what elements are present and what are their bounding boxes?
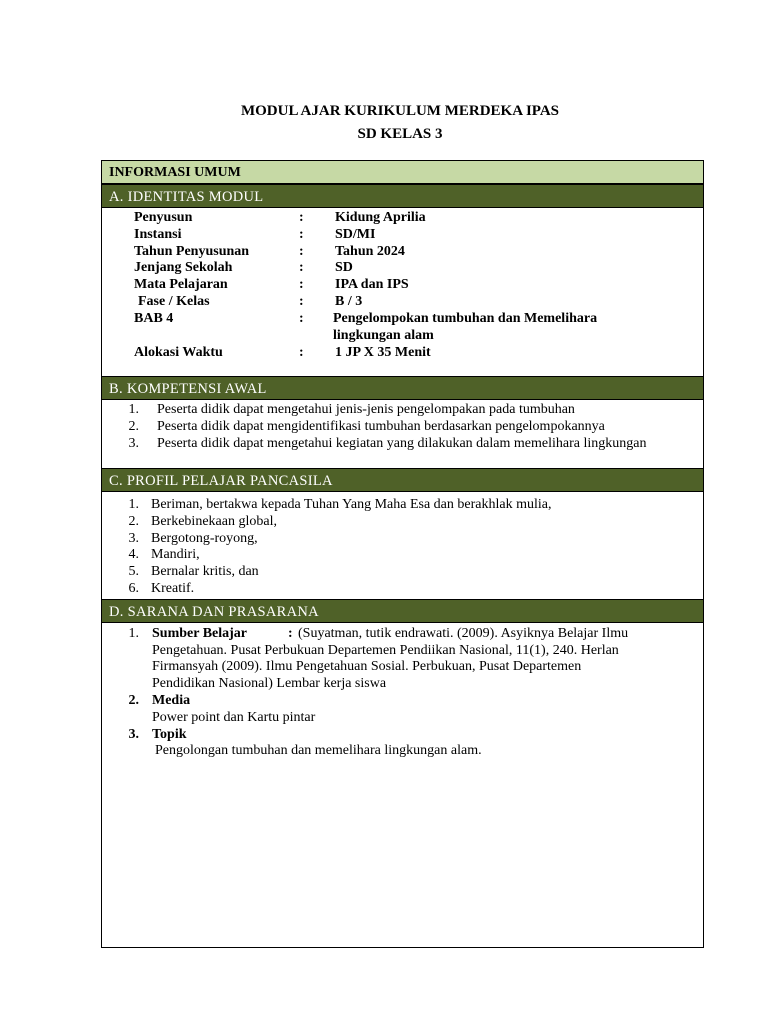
media-label: Media	[152, 693, 191, 708]
sumber-belajar-text: (Suyatman, tutik endrawati. (2009). Asyiknya Belajar Ilmu	[298, 626, 629, 641]
identity-label: Fase / Kelas	[138, 294, 210, 309]
list-item: Peserta didik dapat mengetahui kegiatan yang dilakukan dalam memelihara lingkungan	[157, 436, 647, 451]
identity-sep: :	[299, 311, 304, 326]
identity-label: Tahun Penyusunan	[134, 244, 250, 259]
info-umum-header: INFORMASI UMUM	[102, 161, 703, 184]
identity-sep: :	[299, 277, 304, 292]
list-number: 1.	[128, 402, 139, 417]
identity-label: Mata Pelajaran	[134, 277, 228, 292]
section-c-heading: C. PROFIL PELAJAR PANCASILA	[102, 468, 703, 492]
media-text: Power point dan Kartu pintar	[152, 710, 316, 725]
identity-sep: :	[299, 227, 304, 242]
sumber-belajar-label: Sumber Belajar	[152, 626, 248, 641]
sumber-belajar-text-line: Pengetahuan. Pusat Perbukuan Departemen Pendiikan Nasional, 11(1), 240. Herlan	[152, 643, 619, 658]
topik-text: Pengolongan tumbuhan dan memelihara lingkungan alam.	[155, 743, 482, 758]
identity-value: Kidung Aprilia	[335, 210, 426, 225]
identity-value: SD	[335, 260, 353, 275]
list-number: 3.	[128, 531, 139, 546]
list-number: 5.	[128, 564, 139, 579]
list-item: Berkebinekaan global,	[151, 514, 277, 529]
sumber-belajar-colon: :	[288, 626, 293, 641]
identity-value: Pengelompokan tumbuhan dan Memelihara	[333, 311, 598, 326]
identity-value: 1 JP X 35 Menit	[335, 345, 431, 360]
sumber-belajar-text-line: Pendidikan Nasional) Lembar kerja siswa	[152, 676, 387, 691]
list-item: Bergotong-royong,	[151, 531, 258, 546]
identity-value-continued: lingkungan alam	[333, 328, 434, 343]
section-d-heading: D. SARANA DAN PRASARANA	[102, 599, 703, 623]
identity-label: Jenjang Sekolah	[134, 260, 233, 275]
identity-label: Alokasi Waktu	[134, 345, 223, 360]
list-number: 2.	[128, 693, 139, 708]
list-number: 6.	[128, 581, 139, 596]
section-b-heading: B. KOMPETENSI AWAL	[102, 376, 703, 400]
identity-sep: :	[299, 260, 304, 275]
list-number: 1.	[128, 626, 139, 641]
list-item: Beriman, bertakwa kepada Tuhan Yang Maha Esa dan berakhlak mulia,	[151, 497, 552, 512]
module-info-table	[101, 160, 704, 948]
identity-value: SD/MI	[335, 227, 376, 242]
list-number: 1.	[128, 497, 139, 512]
identity-sep: :	[299, 210, 304, 225]
identity-sep: :	[299, 244, 304, 259]
list-item: Peserta didik dapat mengidentifikasi tumbuhan berdasarkan pengelompokannya	[157, 419, 605, 434]
list-item: Peserta didik dapat mengetahui jenis-jenis pengelompakan pada tumbuhan	[157, 402, 575, 417]
identity-label: Instansi	[134, 227, 182, 242]
list-number: 3.	[128, 727, 139, 742]
identity-value: B / 3	[335, 294, 363, 309]
list-item: Mandiri,	[151, 547, 200, 562]
document-subtitle: SD KELAS 3	[357, 126, 443, 142]
list-number: 2.	[128, 514, 139, 529]
document-title: MODUL AJAR KURIKULUM MERDEKA IPAS	[240, 103, 560, 119]
list-number: 2.	[128, 419, 139, 434]
list-number: 4.	[128, 547, 139, 562]
identity-value: IPA dan IPS	[335, 277, 409, 292]
identity-label: BAB 4	[134, 311, 174, 326]
identity-sep: :	[299, 345, 304, 360]
section-a-heading: A. IDENTITAS MODUL	[102, 184, 703, 208]
identity-label: Penyusun	[134, 210, 193, 225]
list-number: 3.	[128, 436, 139, 451]
identity-sep: :	[299, 294, 304, 309]
list-item: Kreatif.	[151, 581, 195, 596]
list-item: Bernalar kritis, dan	[151, 564, 259, 579]
identity-value: Tahun 2024	[335, 244, 405, 259]
sumber-belajar-text-line: Firmansyah (2009). Ilmu Pengetahuan Sosial. Perbukuan, Pusat Departemen	[152, 659, 582, 674]
topik-label: Topik	[152, 727, 187, 742]
